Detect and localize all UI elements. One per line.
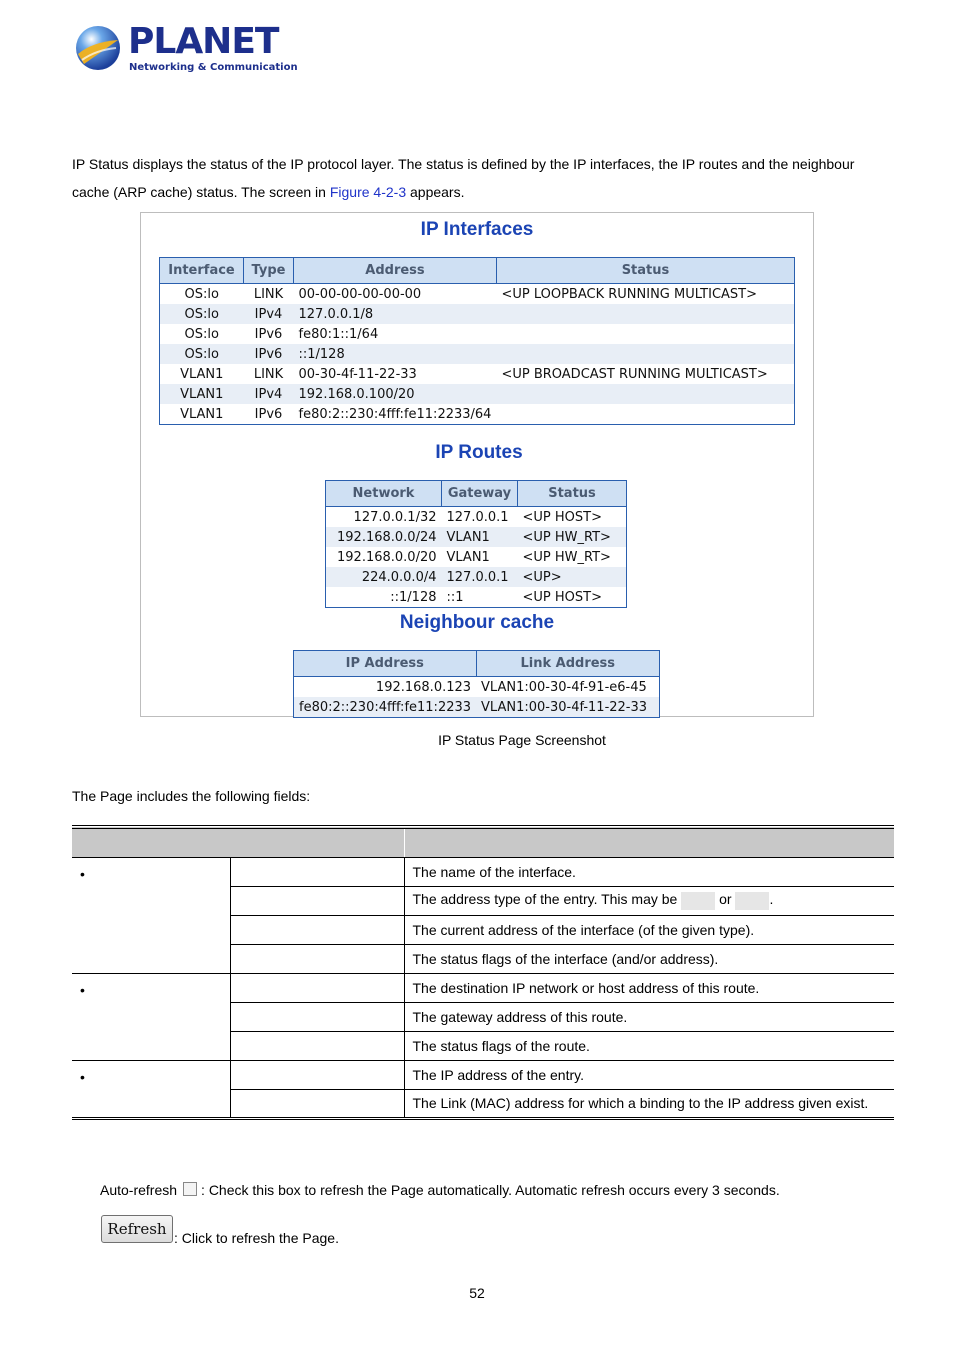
ip-interfaces-table: [159, 257, 795, 425]
interface-row: [160, 404, 795, 425]
table-cell: 00-30-4f-11-22-33: [298, 366, 417, 382]
table-cell: VLAN1: [160, 384, 244, 404]
autorefresh-label: Auto-refresh: [100, 1182, 178, 1198]
figure-link[interactable]: Figure 4-2-3: [329, 184, 407, 200]
col-route-status: Status: [518, 481, 627, 507]
field-desc-gateway: The gateway address of this route.: [404, 1002, 894, 1031]
col-interface: Interface: [160, 258, 244, 284]
table-cell: IPv4: [244, 384, 294, 404]
refresh-button[interactable]: Refresh: [101, 1215, 173, 1243]
table-cell: <UP HOST>: [522, 509, 602, 525]
field-desc-network: The destination IP network or host address of this route.: [404, 973, 894, 1002]
col-address: Address: [294, 258, 497, 284]
table-cell: VLAN1: [180, 366, 224, 382]
col-gateway: Gateway: [442, 481, 518, 507]
table-cell: OS:lo: [160, 304, 244, 324]
table-cell: fe80:1::1/64: [298, 326, 379, 342]
col-status: Status: [496, 258, 794, 284]
field-name-cell: [230, 857, 404, 886]
intro-line-2: [72, 178, 892, 206]
table-cell: 127.0.0.1: [442, 567, 518, 587]
table-cell: ::1: [446, 589, 464, 605]
table-cell: OS:lo: [184, 286, 219, 302]
desc-text: The address type of the entry. This may be: [412, 891, 678, 908]
table-cell: VLAN1: [180, 406, 224, 422]
ip-routes-table: [325, 480, 627, 608]
interface-row: [160, 384, 795, 404]
table-cell: IPv6: [254, 326, 283, 342]
refresh-desc: : Click to refresh the Page.: [174, 1230, 339, 1246]
table-cell: IPv4: [244, 304, 294, 324]
bullet: •: [80, 865, 85, 882]
neighbour-row: [294, 697, 660, 718]
table-cell: ::1/128: [294, 344, 497, 364]
or-text: or: [719, 891, 732, 908]
table-cell: <UP HW_RT>: [518, 527, 627, 547]
neighbour-row: [294, 677, 660, 698]
col-link-address: Link Address: [476, 651, 659, 677]
col-ip-address: IP Address: [294, 651, 477, 677]
field-name-cell: [230, 1060, 404, 1089]
table-cell: OS:lo: [160, 344, 244, 364]
autorefresh-row: [100, 1178, 780, 1202]
route-row: [326, 547, 627, 567]
table-cell: <UP>: [518, 567, 627, 587]
field-name-cell: [230, 886, 404, 915]
intro-line-1: IP Status displays the status of the IP protocol layer. The status is defined by the IP interfaces, the IP routes and the neighbour: [72, 156, 855, 172]
figure-caption: IP Status Page Screenshot: [438, 732, 606, 748]
field-name-cell: [230, 1089, 404, 1118]
table-cell: <UP LOOPBACK RUNNING MULTICAST>: [501, 286, 758, 302]
table-cell: 192.168.0.100/20: [294, 384, 497, 404]
period-text: .: [769, 891, 774, 908]
table-cell: IPv6: [244, 344, 294, 364]
table-cell: VLAN1: [442, 527, 518, 547]
route-row: [326, 507, 627, 528]
interface-row: [160, 284, 795, 305]
table-cell: ::1/128: [390, 589, 437, 605]
col-type: Type: [244, 258, 294, 284]
table-cell: IPv6: [254, 406, 283, 422]
field-name-cell: [230, 1031, 404, 1060]
interface-row: [160, 344, 795, 364]
intro-text: cache (ARP cache) status. The screen in: [72, 184, 330, 200]
table-cell: <UP HW_RT>: [522, 549, 611, 565]
field-desc-link-address: The Link (MAC) address for which a binding to the IP address given exist.: [404, 1089, 894, 1118]
table-cell: fe80:2::230:4fff:fe11:2233: [294, 697, 477, 718]
table-cell: <UP HOST>: [522, 589, 602, 605]
col-network: Network: [326, 481, 442, 507]
table-cell: [496, 304, 794, 324]
field-desc-route-status: The status flags of the route.: [404, 1031, 894, 1060]
fields-header-object: [72, 827, 404, 857]
ip-routes-title: IP Routes: [435, 442, 523, 463]
table-cell: 192.168.0.123: [375, 679, 472, 695]
table-cell: VLAN1:00-30-4f-11-22-33: [476, 697, 659, 718]
group-ip-routes: [72, 973, 230, 1060]
intro-paragraph: [72, 150, 892, 206]
fields-header-description: [404, 827, 894, 857]
interface-row: [160, 364, 795, 384]
interface-row: [160, 304, 795, 324]
field-desc-address: The current address of the interface (of the given type).: [404, 915, 894, 944]
table-cell: LINK: [253, 286, 284, 302]
table-cell: [496, 404, 794, 425]
field-name-cell: [230, 944, 404, 973]
table-cell: [496, 344, 794, 364]
table-cell: 127.0.0.1/8: [294, 304, 497, 324]
fields-table: [72, 825, 894, 1120]
table-cell: VLAN1:00-30-4f-91-e6-45: [481, 679, 647, 695]
neighbour-cache-title: Neighbour cache: [399, 612, 555, 633]
table-cell: <UP BROADCAST RUNNING MULTICAST>: [501, 366, 768, 382]
field-name-cell: [230, 1002, 404, 1031]
route-row: [326, 567, 627, 587]
group-neighbour-cache: [72, 1060, 230, 1118]
autorefresh-checkbox[interactable]: [183, 1182, 197, 1196]
fields-intro: The Page includes the following fields:: [72, 788, 311, 804]
table-cell: 192.168.0.0/24: [326, 527, 442, 547]
neighbour-cache-table: [293, 650, 660, 718]
intro-text-end: appears.: [406, 184, 465, 200]
table-cell: 224.0.0.0/4: [326, 567, 442, 587]
table-cell: 00-00-00-00-00-00: [298, 286, 422, 302]
table-cell: 127.0.0.1: [446, 509, 509, 525]
autorefresh-desc: : Check this box to refresh the Page automatically. Automatic refresh occurs every 3 seconds.: [201, 1182, 780, 1198]
field-desc-interface: The name of the interface.: [404, 857, 894, 886]
table-cell: VLAN1: [446, 549, 490, 565]
table-cell: [496, 324, 794, 344]
table-cell: fe80:2::230:4fff:fe11:2233/64: [298, 406, 492, 422]
bullet: •: [80, 1068, 85, 1085]
highlight-box: [681, 892, 715, 910]
table-cell: 127.0.0.1/32: [353, 509, 437, 525]
route-row: [326, 587, 627, 608]
planet-logo-tagline: Networking & Communication: [129, 62, 298, 73]
table-cell: OS:lo: [184, 326, 219, 342]
highlight-box: [735, 892, 769, 910]
interface-row: [160, 324, 795, 344]
route-row: [326, 527, 627, 547]
ip-interfaces-title: IP Interfaces: [420, 219, 534, 240]
table-cell: 192.168.0.0/20: [337, 549, 437, 565]
bullet: •: [80, 981, 85, 998]
field-desc-type: [404, 886, 894, 915]
page-number: 52: [469, 1285, 485, 1301]
group-ip-interfaces: [72, 857, 230, 973]
field-name-cell: [230, 973, 404, 1002]
table-cell: [496, 384, 794, 404]
field-desc-status: The status flags of the interface (and/or address).: [404, 944, 894, 973]
field-desc-ip-address: The IP address of the entry.: [404, 1060, 894, 1089]
table-cell: LINK: [253, 366, 284, 382]
planet-globe-logo-icon: [74, 24, 122, 72]
planet-logo-wordmark: PLANET: [128, 21, 279, 62]
field-name-cell: [230, 915, 404, 944]
